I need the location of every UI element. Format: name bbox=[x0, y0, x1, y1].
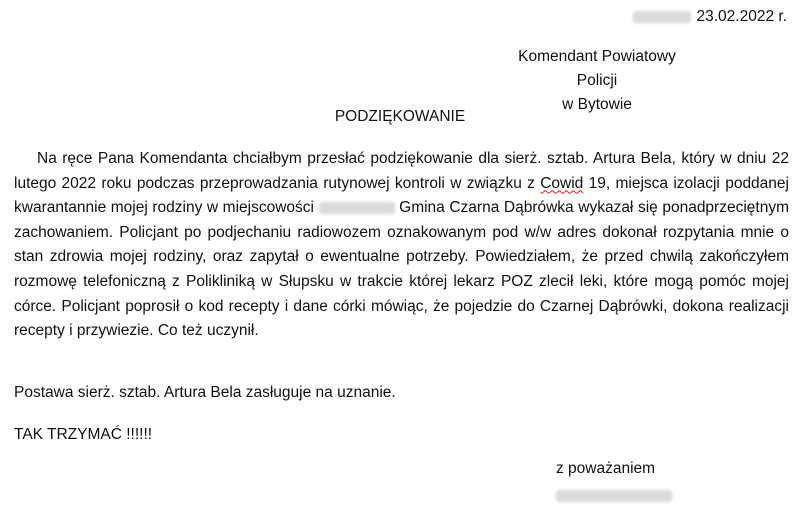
motto-line: TAK TRZYMAĆ !!!!!! bbox=[14, 426, 153, 443]
redacted-address bbox=[319, 202, 395, 214]
body-text-part-1: Na ręce Pana Komendanta chciałbym przesłać podziękowanie dla sierż. sztab. Artura Bela, który w dniu 22 lutego 2022 roku podczas przeprowadzania rutynowej kontroli w związku z bbox=[14, 150, 789, 192]
document-title: PODZIĘKOWANIE bbox=[334, 108, 466, 125]
redacted-signature bbox=[556, 487, 672, 500]
date-line bbox=[633, 8, 788, 26]
body-text-part-2: 19, miejsca izolacji poddanej kwarantannie mojej rodziny w miejscowości bbox=[14, 174, 789, 217]
redacted-place-name bbox=[633, 11, 691, 23]
redacted-name bbox=[556, 490, 672, 502]
letter-date: 23.02.2022 r. bbox=[696, 8, 787, 25]
addressee-line-2: w Bytowie bbox=[562, 96, 632, 113]
addressee-line-1: Komendant Powiatowy Policji bbox=[518, 48, 676, 89]
letter-body-paragraph bbox=[14, 147, 789, 344]
recognition-sentence: Postawa sierż. sztab. Artura Bela zasługuje na uznanie. bbox=[14, 384, 396, 401]
addressee-block bbox=[497, 45, 697, 117]
spellcheck-flagged-word: Cowid bbox=[540, 174, 584, 192]
closing-phrase: z poważaniem bbox=[556, 460, 656, 477]
body-text-part-3: Gmina Czarna Dąbrówka wykazał się ponadprzeciętnym zachowaniem. Policjant po podjechaniu radiowozem oznakowanym pod w/w adres dokonał rozpytania mnie o stan zdrowia mojej rodziny, oraz zapytał o ewentualne potrzeby. Powiedziałem, że przed chwilą zakończyłem rozmowę telefoniczną z Polikliniką w Słupsku w trakcie której lekarz POZ zlecił leki, które mogą pomóc mojej córce. Policjant poprosił o kod recepty i dane córki mówiąc, że pojedzie do Czarnej Dąbrówki, dokona realizacji recepty i przywiezie. Co też uczynił. bbox=[14, 199, 789, 340]
